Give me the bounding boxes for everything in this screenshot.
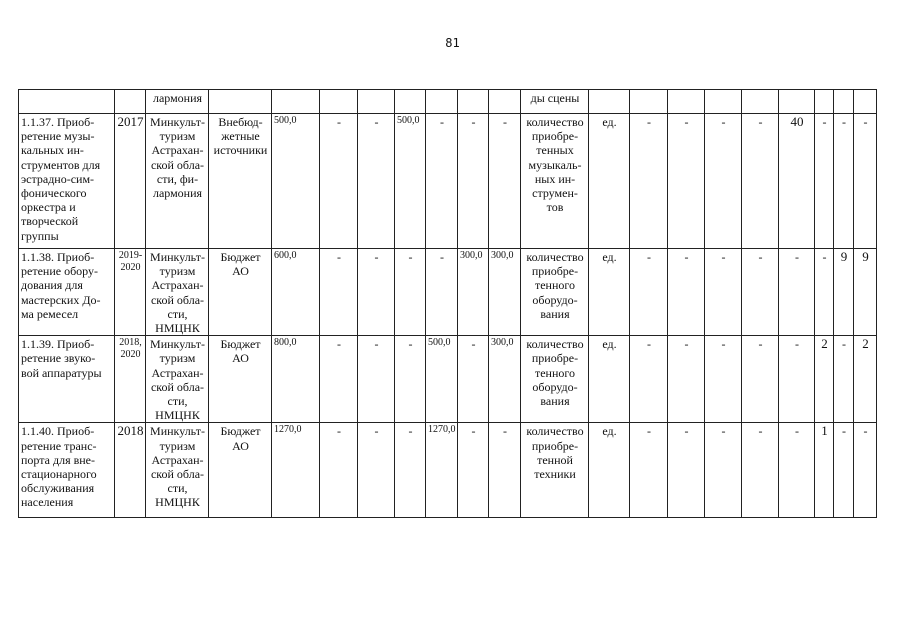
cell-target: 1 <box>815 423 834 518</box>
cell-target: - <box>815 114 834 249</box>
cell-value: - <box>320 114 358 249</box>
cell-name: 1.1.40. Приоб- ретение транс- порта для вне- стационарного обслуживания населения <box>19 423 115 518</box>
cell-value: - <box>426 114 458 249</box>
cell-value: - <box>458 336 489 423</box>
cell-target: 2 <box>815 336 834 423</box>
cell-executor: Минкульт- туризм Астрахан- ской обла- сти, НМЦНК <box>146 423 209 518</box>
cell-target: - <box>668 114 705 249</box>
cell-value: 300,0 <box>458 249 489 336</box>
cell-name: 1.1.38. Приоб- ретение обору- дования для мастерских До- ма ремесел <box>19 249 115 336</box>
cell-target: - <box>630 336 668 423</box>
cell-target: - <box>630 249 668 336</box>
cell-value: 300,0 <box>489 336 521 423</box>
cell-name <box>19 90 115 114</box>
cell-value: - <box>358 336 395 423</box>
cell-executor: Минкульт- туризм Астрахан- ской обла- сти, НМЦНК <box>146 249 209 336</box>
cell-value: 500,0 <box>395 114 426 249</box>
cell-indicator: количество приобре- тенных музыкаль- ных ин- струмен- тов <box>521 114 589 249</box>
cell-indicator: ды сцены <box>521 90 589 114</box>
cell-target: - <box>705 423 742 518</box>
cell-value: - <box>358 423 395 518</box>
cell-value: - <box>458 423 489 518</box>
cell-source: Бюджет АО <box>209 249 272 336</box>
cell-source: Внебюд- жетные источники <box>209 114 272 249</box>
cell-target: - <box>668 249 705 336</box>
cell-unit: ед. <box>589 249 630 336</box>
cell-executor: лармония <box>146 90 209 114</box>
cell-value: 1270,0 <box>272 423 320 518</box>
cell-target: - <box>630 423 668 518</box>
cell-name: 1.1.37. Приоб- ретение музы- кальных ин- струментов для эстрадно-сим- фонического оркестра и творческой группы <box>19 114 115 249</box>
cell-indicator: количество приобре- тенного оборудо- вания <box>521 336 589 423</box>
cell-target: - <box>742 114 779 249</box>
cell-value: - <box>320 249 358 336</box>
cell-indicator: количество приобре- тенной техники <box>521 423 589 518</box>
cell-target: - <box>705 249 742 336</box>
cell-value: 500,0 <box>272 114 320 249</box>
cell-target: - <box>742 423 779 518</box>
cell-target: 9 <box>854 249 877 336</box>
cell-unit: ед. <box>589 423 630 518</box>
cell-value: - <box>395 336 426 423</box>
cell-value: 1270,0 <box>426 423 458 518</box>
program-table <box>18 89 877 518</box>
cell-executor: Минкульт- туризм Астрахан- ской обла- сти, фи- лармония <box>146 114 209 249</box>
table-row-continuation <box>19 90 877 114</box>
cell-value: 600,0 <box>272 249 320 336</box>
table-row <box>19 114 877 249</box>
cell-value: - <box>358 249 395 336</box>
cell-executor: Минкульт- туризм Астрахан- ской обла- сти, НМЦНК <box>146 336 209 423</box>
cell-target: - <box>668 423 705 518</box>
cell-year: 2017 <box>115 114 146 249</box>
cell-target: - <box>834 336 854 423</box>
table-row <box>19 336 877 423</box>
cell-value: - <box>395 423 426 518</box>
cell-year: 2019- 2020 <box>115 249 146 336</box>
cell-value: - <box>458 114 489 249</box>
cell-target: - <box>815 249 834 336</box>
cell-value: - <box>426 249 458 336</box>
cell-year: 2018 <box>115 423 146 518</box>
cell-target: - <box>630 114 668 249</box>
cell-target: - <box>779 423 815 518</box>
cell-target: - <box>854 423 877 518</box>
table-row <box>19 423 877 518</box>
cell-value: - <box>320 423 358 518</box>
cell-target: - <box>742 249 779 336</box>
cell-value: - <box>489 114 521 249</box>
cell-name: 1.1.39. Приоб- ретение звуко- вой аппаратуры <box>19 336 115 423</box>
cell-target: - <box>668 336 705 423</box>
cell-value: - <box>395 249 426 336</box>
cell-year <box>115 90 146 114</box>
cell-unit: ед. <box>589 114 630 249</box>
cell-target: - <box>854 114 877 249</box>
table-row <box>19 249 877 336</box>
page-number: 81 <box>445 36 460 50</box>
cell-year: 2018, 2020 <box>115 336 146 423</box>
cell-source: Бюджет АО <box>209 423 272 518</box>
cell-target: - <box>779 249 815 336</box>
cell-target: - <box>705 336 742 423</box>
cell-value: 300,0 <box>489 249 521 336</box>
cell-target: 2 <box>854 336 877 423</box>
cell-target: - <box>834 423 854 518</box>
cell-target: - <box>779 336 815 423</box>
cell-indicator: количество приобре- тенного оборудо- вания <box>521 249 589 336</box>
cell-target: 40 <box>779 114 815 249</box>
cell-value: 800,0 <box>272 336 320 423</box>
cell-target: - <box>705 114 742 249</box>
cell-target: - <box>834 114 854 249</box>
cell-value: 500,0 <box>426 336 458 423</box>
cell-value: - <box>358 114 395 249</box>
cell-unit: ед. <box>589 336 630 423</box>
cell-target: - <box>742 336 779 423</box>
cell-value: - <box>320 336 358 423</box>
cell-target: 9 <box>834 249 854 336</box>
cell-value: - <box>489 423 521 518</box>
cell-source: Бюджет АО <box>209 336 272 423</box>
